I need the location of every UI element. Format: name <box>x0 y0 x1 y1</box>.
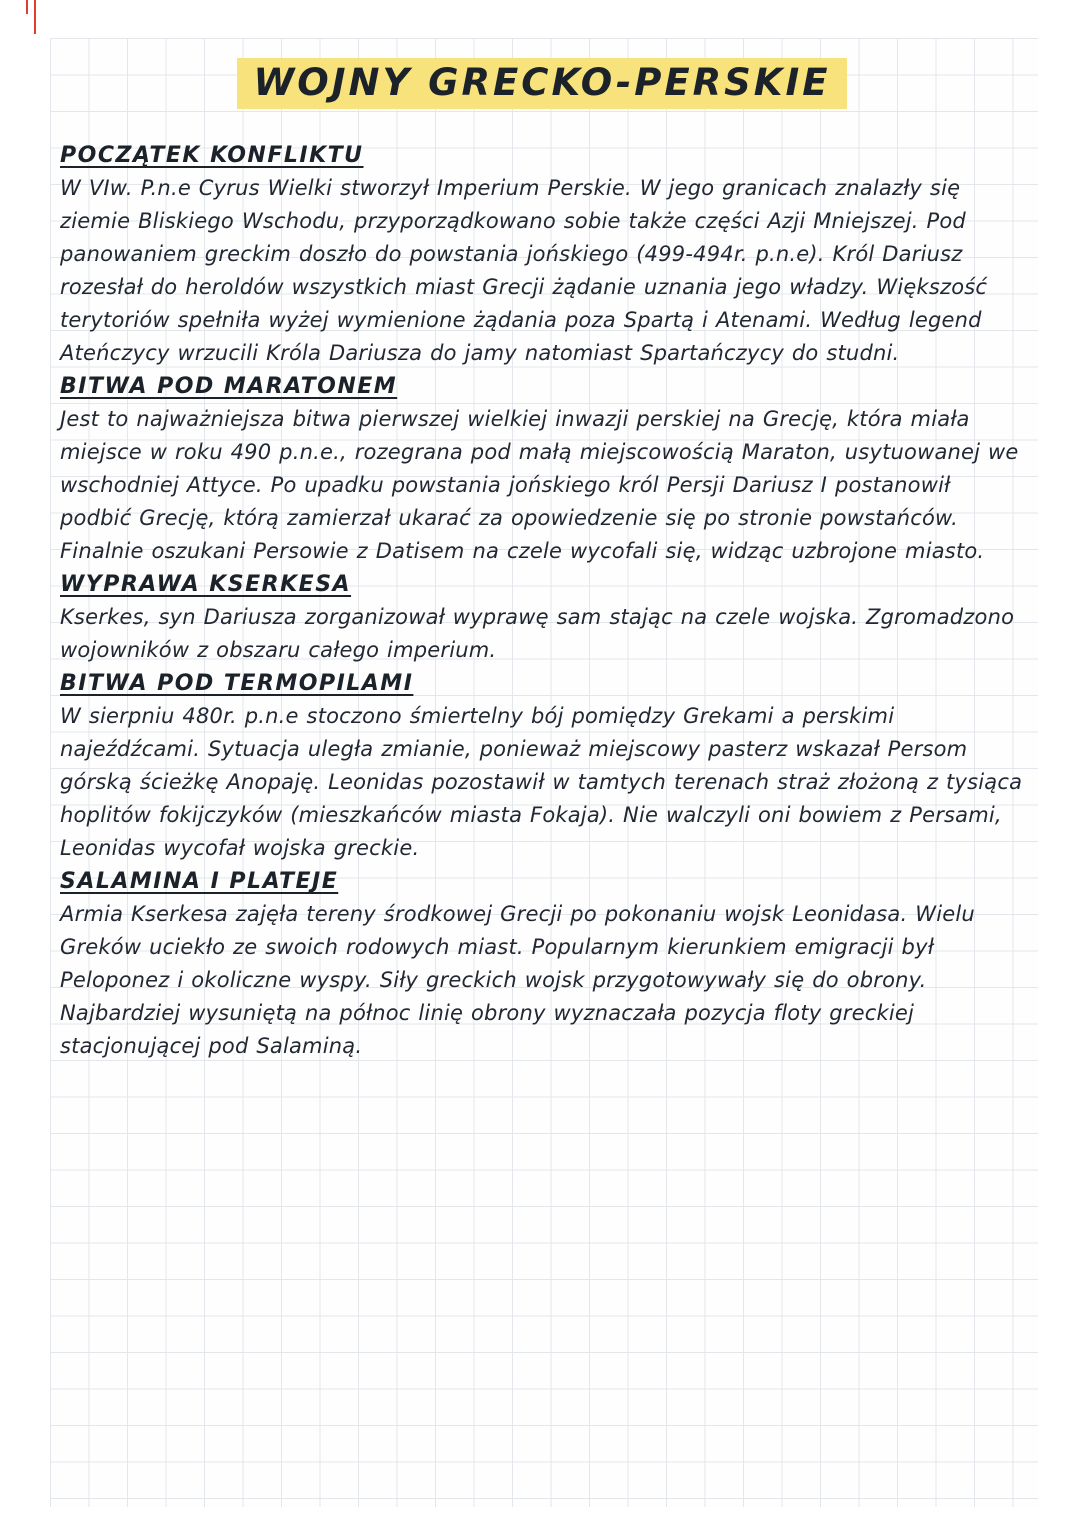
section-heading: POCZĄTEK KONFLIKTU <box>60 143 364 168</box>
section-heading: BITWA POD TERMOPILAMI <box>60 671 414 696</box>
section-salamina-i-plateje <box>60 865 1024 1063</box>
title-row <box>60 58 1024 109</box>
section-bitwa-pod-maratonem <box>60 370 1024 568</box>
section-heading: WYPRAWA KSERKESA <box>60 572 352 597</box>
section-bitwa-pod-termopilami <box>60 667 1024 865</box>
section-poczatek-konfliktu <box>60 139 1024 370</box>
graph-paper-sheet <box>50 38 1038 1507</box>
red-margin-line <box>26 0 28 14</box>
section-body: Armia Kserkesa zajęła tereny środkowej Grecji po pokonaniu wojsk Leonidasa. Wielu Greków uciekło ze swoich rodowych miast. Popularnym kierunkiem emigracji był Peloponez i okoliczne wyspy. Siły greckich wojsk przygotowywały się do obrony. Najbardziej wysuniętą na północ linię obrony wyznaczała pozycja floty greckiej stacjonującej pod Salaminą. <box>60 902 975 1058</box>
section-body: Jest to najważniejsza bitwa pierwszej wielkiej inwazji perskiej na Grecję, która miała miejsce w roku 490 p.n.e., rozegrana pod małą miejscowością Maraton, usytuowanej we wschodniej Attyce. Po upadku powstania jońskiego król Persji Dariusz I postanowił podbić Grecję, którą zamierzał ukarać za opowiedzenie się po stronie powstańców. Finalnie oszukani Persowie z Datisem na czele wycofali się, widząc uzbrojone miasto. <box>60 407 1019 563</box>
section-body: Kserkes, syn Dariusza zorganizował wyprawę sam stając na czele wojska. Zgromadzono wojowników z obszaru całego imperium. <box>60 605 1015 662</box>
page-title: WOJNY GRECKO-PERSKIE <box>237 58 846 109</box>
red-margin-line <box>34 0 36 34</box>
section-wyprawa-kserkesa <box>60 568 1024 667</box>
section-body: W VIw. P.n.e Cyrus Wielki stworzył Imperium Perskie. W jego granicach znalazły się ziemie Bliskiego Wschodu, przyporządkowano sobie także części Azji Mniejszej. Pod panowaniem greckim doszło do powstania jońskiego (499-494r. p.n.e). Król Dariusz rozesłał do heroldów wszystkich miast Grecji żądanie uznania jego władzy. Większość terytoriów spełniła wyżej wymienione żądania poza Spartą i Atenami. Według legend Ateńczycy wrzucili Króla Dariusza do jamy natomiast Spartańczycy do studni. <box>60 176 988 365</box>
section-heading: SALAMINA I PLATEJE <box>60 869 339 894</box>
section-heading: BITWA POD MARATONEM <box>60 374 398 399</box>
section-body: W sierpniu 480r. p.n.e stoczono śmiertelny bój pomiędzy Grekami a perskimi najeźdźcami. Sytuacja uległa zmianie, ponieważ miejscowy pasterz wskazał Persom górską ścieżkę Anopaję. Leonidas pozostawił w tamtych terenach straż złożoną z tysiąca hoplitów fokijczyków (mieszkańców miasta Fokaja). Nie walczyli oni bowiem z Persami, Leonidas wycofał wojska greckie. <box>60 704 1023 860</box>
